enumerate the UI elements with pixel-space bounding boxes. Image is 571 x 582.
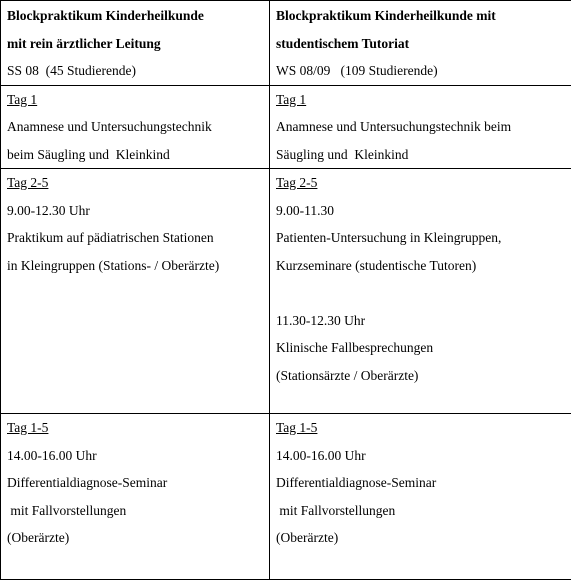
day1-right-day-label: Tag 1 [276,91,307,107]
day1-right-line2: Säugling und Kleinkind [276,146,409,162]
day1-cell-left [1,85,270,169]
day1-left-day-label: Tag 1 [7,91,38,107]
header-cell-left [1,1,270,86]
days25-right-line4: (Stationsärzte / Oberärzte) [276,367,419,383]
days25-row [1,169,571,414]
afternoon-row [1,414,571,580]
afternoon-cell-right [270,414,571,580]
afternoon-left-time: 14.00-16.00 Uhr [7,447,97,463]
days25-left-line2: in Kleingruppen (Stations- / Oberärzte) [7,257,220,273]
header-row [1,1,571,86]
afternoon-right-time: 14.00-16.00 Uhr [276,447,366,463]
days25-right-day-label: Tag 2-5 [276,175,318,190]
day1-right-line1: Anamnese und Untersuchungstechnik beim [276,119,512,134]
afternoon-right-line1: Differentialdiagnose-Seminar [276,475,437,490]
header-left-title-line1: Blockpraktikum Kinderheilkunde [7,8,204,23]
afternoon-cell-left [1,414,270,580]
day1-cell-right [270,85,571,169]
days25-right-time1: 9.00-11.30 [276,202,334,218]
header-cell-right [270,1,571,86]
header-right-semester: WS 08/09 (109 Studierende) [276,63,438,78]
afternoon-left-line2: mit Fallvorstellungen [7,502,127,518]
afternoon-left-line3: (Oberärzte) [7,530,70,545]
days25-right-line2: Kurzseminare (studentische Tutoren) [276,257,477,273]
afternoon-right-line2: mit Fallvorstellungen [276,502,396,518]
afternoon-right-day-label: Tag 1-5 [276,420,318,435]
days25-cell-left [1,169,270,414]
day1-left-line2: beim Säugling und Kleinkind [7,146,170,162]
afternoon-left-day-label: Tag 1-5 [7,420,49,435]
day1-left-line1: Anamnese und Untersuchungstechnik [7,119,212,134]
afternoon-right-line3: (Oberärzte) [276,530,339,545]
header-left-title-line2: mit rein ärztlicher Leitung [7,35,161,51]
header-right-title-line1: Blockpraktikum Kinderheilkunde mit [276,8,496,23]
header-right-title-line2: studentischem Tutoriat [276,35,410,51]
days25-left-time: 9.00-12.30 Uhr [7,202,90,218]
days25-right-line3: Klinische Fallbesprechungen [276,340,434,355]
afternoon-left-line1: Differentialdiagnose-Seminar [7,475,168,490]
days25-left-day-label: Tag 2-5 [7,175,49,190]
header-left-semester: SS 08 (45 Studierende) [7,63,136,78]
days25-right-spacer [276,279,565,307]
days25-right-time2: 11.30-12.30 Uhr [276,312,366,328]
days25-cell-right [270,169,571,414]
days25-right-line1: Patienten-Untersuchung in Kleingruppen, [276,230,502,245]
days25-left-line1: Praktikum auf pädiatrischen Stationen [7,230,214,245]
day1-row [1,85,571,169]
